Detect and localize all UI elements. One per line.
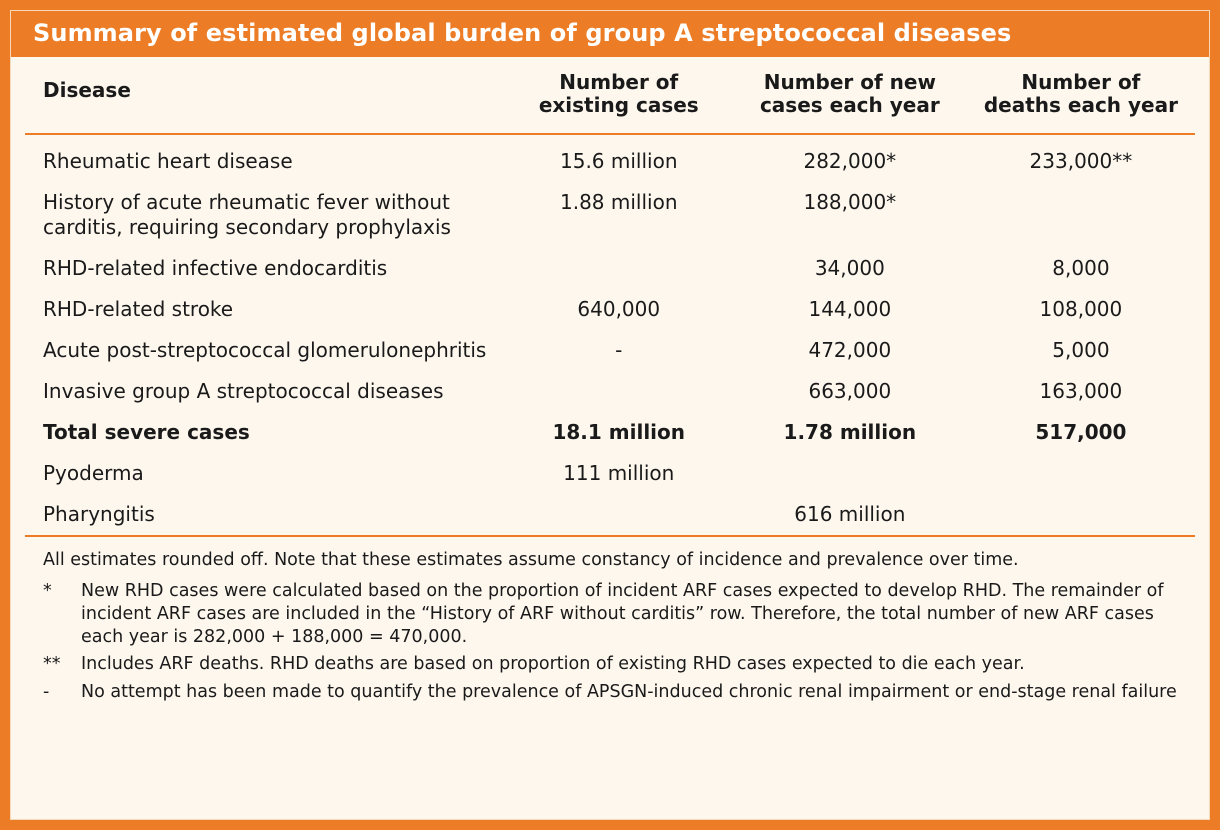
table-row-total xyxy=(25,412,1195,453)
burden-table xyxy=(25,57,1195,535)
cell-existing: - xyxy=(615,338,623,363)
footnote-marker: - xyxy=(43,682,50,703)
cell-existing: 1.88 million xyxy=(560,190,678,215)
table-row xyxy=(25,453,1195,494)
footnote-text: New RHD cases were calculated based on the proportion of incident ARF cases expected to develop RHD. The remainder of incident ARF cases are included in the “History of ARF without carditis” row. Therefore, the total number of new ARF cases each year is 282,000 + 188,000 = 470,000. xyxy=(81,581,1164,647)
cell-deaths: 8,000 xyxy=(1052,256,1110,281)
footnote-item xyxy=(29,577,1191,650)
footnote-item xyxy=(29,678,1191,706)
footnote-item xyxy=(29,650,1191,678)
column-header-disease: Disease xyxy=(43,78,131,103)
table-row xyxy=(25,371,1195,412)
cell-new: 663,000 xyxy=(808,379,892,404)
cell-deaths: 108,000 xyxy=(1039,297,1123,322)
cell-existing xyxy=(505,371,733,412)
cell-new: 1.78 million xyxy=(783,420,917,445)
footnote-marker: * xyxy=(43,581,52,602)
header-line-2: existing cases xyxy=(538,93,699,118)
footnote-intro: All estimates rounded off. Note that these estimates assume constancy of incidence and prevalence over time. xyxy=(43,550,1019,571)
cell-new: 144,000 xyxy=(808,297,892,322)
cell-deaths: 233,000** xyxy=(1029,149,1133,174)
cell-existing: 111 million xyxy=(563,461,675,486)
cell-deaths: 517,000 xyxy=(1035,420,1127,445)
cell-existing: 15.6 million xyxy=(560,149,678,174)
table-row xyxy=(25,134,1195,182)
table-row xyxy=(25,182,1195,248)
cell-deaths xyxy=(967,453,1195,494)
cell-new: 282,000* xyxy=(803,149,897,174)
cell-disease: RHD-related infective endocarditis xyxy=(43,256,388,281)
header-line-1: Number of xyxy=(1021,70,1141,95)
cell-existing xyxy=(505,494,733,535)
cell-disease: Rheumatic heart disease xyxy=(43,149,293,174)
cell-existing xyxy=(505,248,733,289)
cell-disease: Pyoderma xyxy=(43,461,144,486)
cell-disease: Invasive group A streptococcal diseases xyxy=(43,379,444,404)
table-row xyxy=(25,330,1195,371)
column-header-deaths xyxy=(967,57,1195,134)
cell-disease: History of acute rheumatic fever without carditis, requiring secondary prophylaxis xyxy=(43,190,451,240)
column-header-new-cases xyxy=(733,57,967,134)
table-row xyxy=(25,248,1195,289)
cell-new: 616 million xyxy=(794,502,906,527)
header-line-1: Number of new xyxy=(763,70,936,95)
cell-new: 34,000 xyxy=(814,256,885,281)
header-line-2: deaths each year xyxy=(983,93,1178,118)
cell-disease: Total severe cases xyxy=(43,420,250,445)
cell-new: 188,000* xyxy=(803,190,897,215)
column-header-existing-cases xyxy=(505,57,733,134)
table-row xyxy=(25,289,1195,330)
header-line-1: Number of xyxy=(559,70,679,95)
footnote-text: No attempt has been made to quantify the prevalence of APSGN-induced chronic renal impairment or end-stage renal failure xyxy=(81,682,1177,703)
table-container xyxy=(11,57,1209,535)
cell-existing: 640,000 xyxy=(577,297,661,322)
table-header-row xyxy=(25,57,1195,134)
cell-disease: Acute post-streptococcal glomerulonephritis xyxy=(43,338,487,363)
cell-deaths xyxy=(967,494,1195,535)
cell-existing: 18.1 million xyxy=(552,420,686,445)
cell-deaths xyxy=(967,182,1195,248)
cell-new: 472,000 xyxy=(808,338,892,363)
panel-title: Summary of estimated global burden of group A streptococcal diseases xyxy=(11,11,1209,57)
header-line-2: cases each year xyxy=(759,93,940,118)
cell-deaths: 5,000 xyxy=(1052,338,1110,363)
footnotes-section xyxy=(25,535,1195,716)
cell-disease: Pharyngitis xyxy=(43,502,155,527)
cell-disease: RHD-related stroke xyxy=(43,297,234,322)
footnote-marker: ** xyxy=(43,654,61,675)
table-row xyxy=(25,494,1195,535)
cell-new xyxy=(733,453,967,494)
footnote-text: Includes ARF deaths. RHD deaths are based on proportion of existing RHD cases expected to die each year. xyxy=(81,654,1025,675)
table-panel xyxy=(10,10,1210,820)
cell-deaths: 163,000 xyxy=(1039,379,1123,404)
